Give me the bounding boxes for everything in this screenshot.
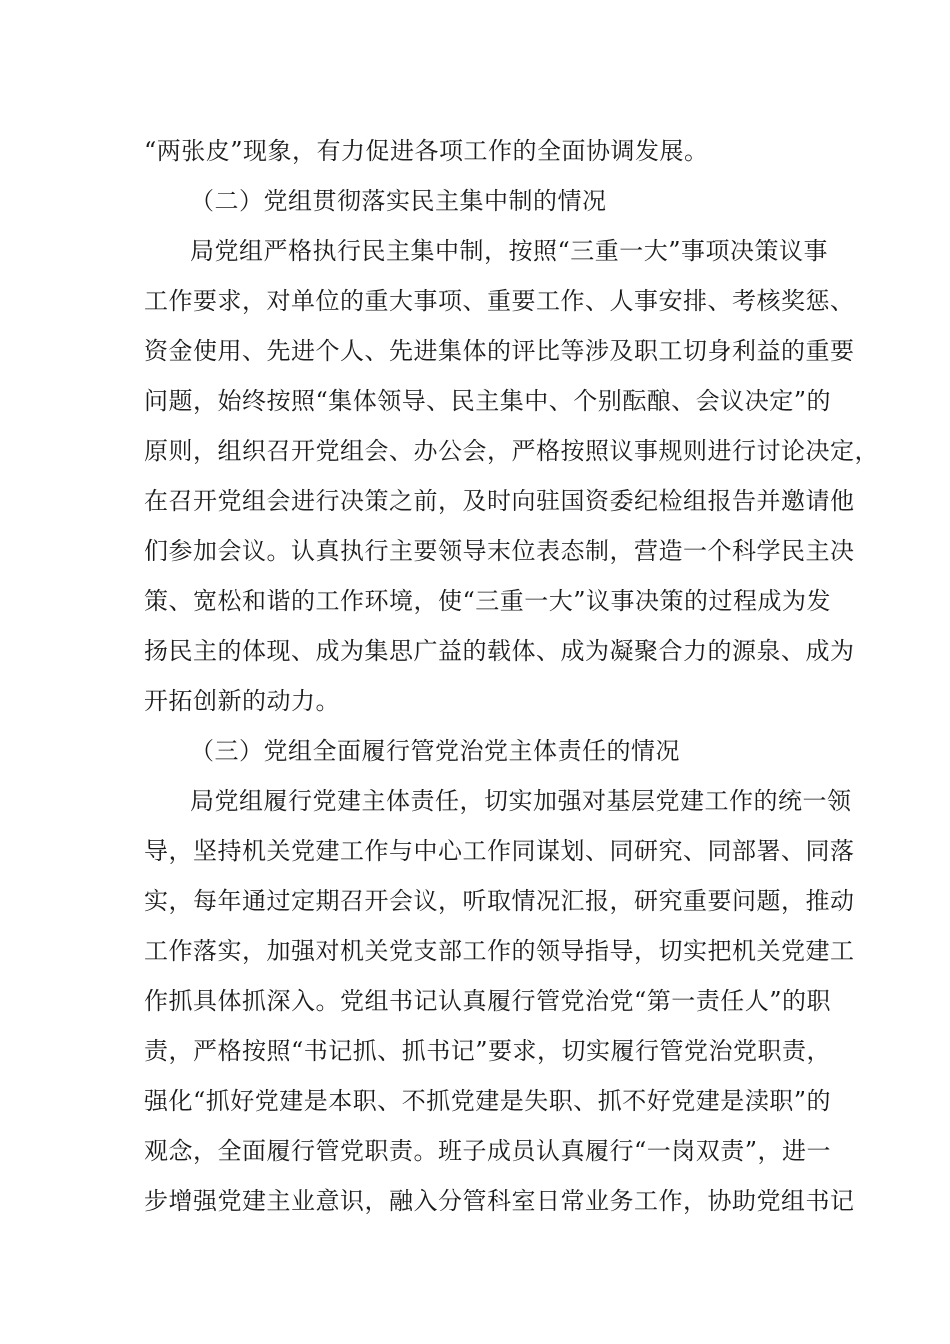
paragraph-line: 策、宽松和谐的工作环境，使“三重一大”议事决策的过程成为发 (144, 587, 832, 615)
paragraph-line: 强化“抓好党建是本职、不抓党建是失职、抓不好党建是渎职”的 (144, 1087, 832, 1115)
paragraph-line: 导，坚持机关党建工作与中心工作同谋划、同研究、同部署、同落 (144, 837, 855, 865)
paragraph-line: 问题，始终按照“集体领导、民主集中、个别酝酿、会议决定”的 (144, 387, 832, 415)
paragraph-line: 开拓创新的动力。 (144, 687, 340, 715)
section-heading: （三）党组全面履行管党治党主体责任的情况 (190, 737, 680, 765)
paragraph-line: 观念，全面履行管党职责。班子成员认真履行“一岗双责”，进一 (144, 1137, 832, 1165)
paragraph-line: 作抓具体抓深入。党组书记认真履行管党治党“第一责任人”的职 (144, 987, 832, 1015)
paragraph-line: 资金使用、先进个人、先进集体的评比等涉及职工切身利益的重要 (144, 337, 855, 365)
section-heading: （二）党组贯彻落实民主集中制的情况 (190, 187, 607, 215)
paragraph-line: 原则，组织召开党组会、办公会，严格按照议事规则进行讨论决定， (144, 437, 879, 465)
paragraph-line: 工作落实，加强对机关党支部工作的领导指导，切实把机关党建工 (144, 937, 855, 965)
paragraph-line: 局党组严格执行民主集中制，按照“三重一大”事项决策议事 (190, 237, 829, 265)
paragraph-line: 实，每年通过定期召开会议，听取情况汇报，研究重要问题，推动 (144, 887, 855, 915)
paragraph-line: 在召开党组会进行决策之前，及时向驻国资委纪检组报告并邀请他 (144, 487, 855, 515)
paragraph-line: 责，严格按照“书记抓、抓书记”要求，切实履行管党治党职责， (144, 1037, 832, 1065)
paragraph-line: 工作要求，对单位的重大事项、重要工作、人事安排、考核奖惩、 (144, 287, 855, 315)
paragraph-line: 局党组履行党建主体责任，切实加强对基层党建工作的统一领 (190, 787, 852, 815)
paragraph-line: 扬民主的体现、成为集思广益的载体、成为凝聚合力的源泉、成为 (144, 637, 855, 665)
paragraph-line: 步增强党建主业意识，融入分管科室日常业务工作，协助党组书记 (144, 1187, 855, 1215)
paragraph-line: 们参加会议。认真执行主要领导末位表态制，营造一个科学民主决 (144, 537, 855, 565)
paragraph-line: “两张皮”现象，有力促进各项工作的全面协调发展。 (144, 137, 709, 165)
